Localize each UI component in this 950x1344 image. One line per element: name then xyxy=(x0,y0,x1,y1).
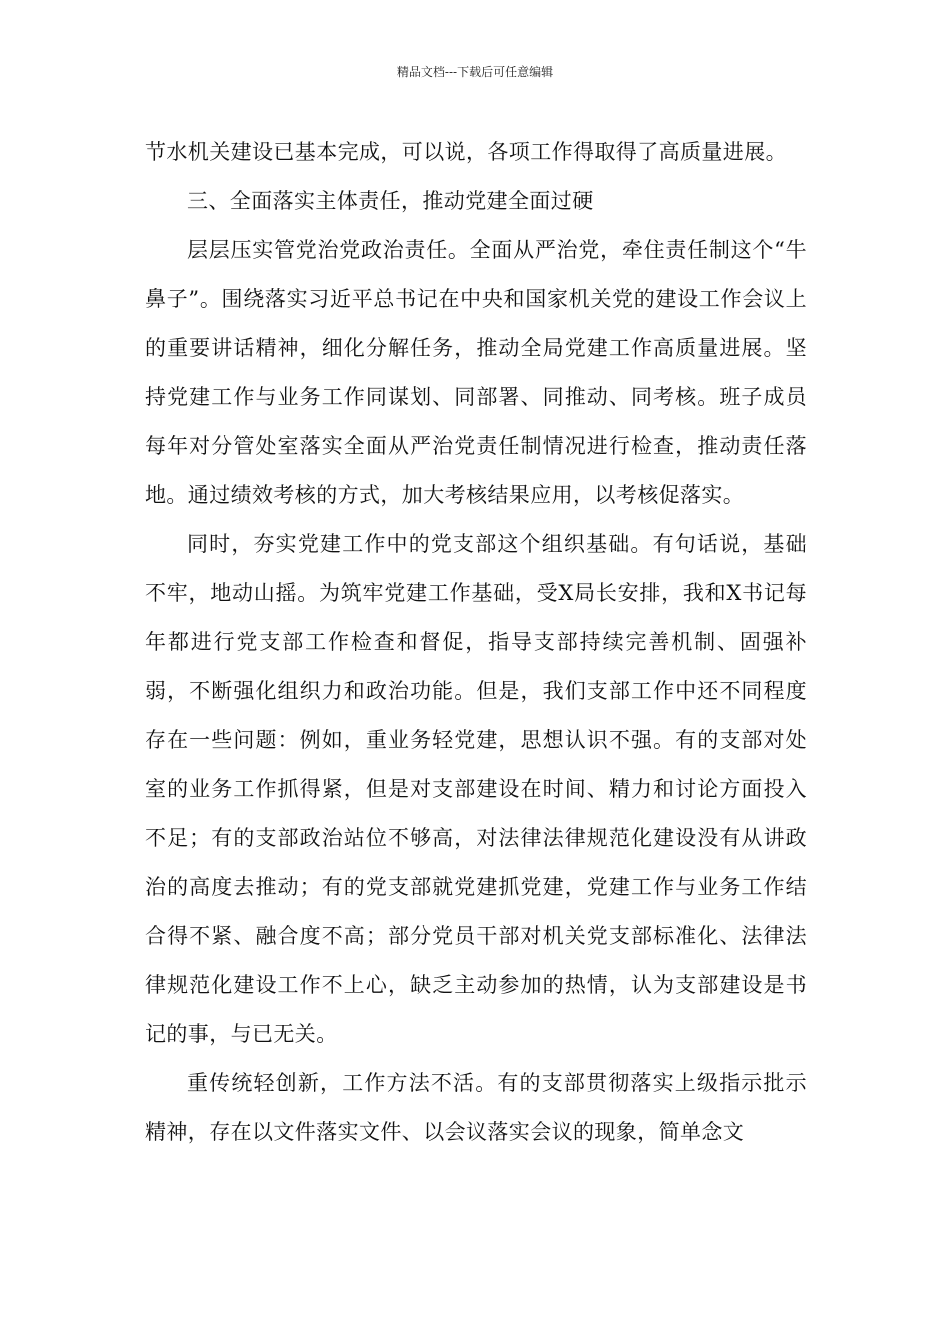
document-body xyxy=(145,128,807,1157)
paragraph: 重传统轻创新，工作方法不活。有的支部贯彻落实上级指示批示精神，存在以文件落实文件、以会议落实会议的现象，简单念文 xyxy=(145,1071,807,1144)
page-header: 精品文档---下载后可任意编辑 xyxy=(396,65,554,79)
section-heading: 三、全面落实主体责任，推动党建全面过硬 xyxy=(187,189,594,213)
paragraph: 层层压实管党治党政治责任。全面从严治党，牵住责任制这个“牛鼻子”。围绕落实习近平总书记在中央和国家机关党的建设工作会议上的重要讲话精神，细化分解任务，推动全局党建工作高质量进展。坚持党建工作与业务工作同谋划、同部署、同推动、同考核。班子成员每年对分管处室落实全面从严治党责任制情况进行检查，推动责任落地。通过绩效考核的方式，加大考核结果应用，以考核促落实。 xyxy=(145,238,807,507)
paragraph-continuation: 节水机关建设已基本完成，可以说，各项工作得取得了高质量进展。 xyxy=(145,140,787,164)
paragraph: 同时，夯实党建工作中的党支部这个组织基础。有句话说，基础不牢，地动山摇。为筑牢党建工作基础，受X局长安排，我和X书记每年都进行党支部工作检查和督促，指导支部持续完善机制、固强补弱，不断强化组织力和政治功能。但是，我们支部工作中还不同程度存在一些问题：例如，重业务轻党建，思想认识不强。有的支部对处室的业务工作抓得紧，但是对支部建设在时间、精力和讨论方面投入不足；有的支部政治站位不够高，对法律法律规范化建设没有从讲政治的高度去推动；有的党支部就党建抓党建，党建工作与业务工作结合得不紧、融合度不高；部分党员干部对机关党支部标准化、法律法律规范化建设工作不上心，缺乏主动参加的热情，认为支部建设是书记的事，与已无关。 xyxy=(145,532,807,1046)
